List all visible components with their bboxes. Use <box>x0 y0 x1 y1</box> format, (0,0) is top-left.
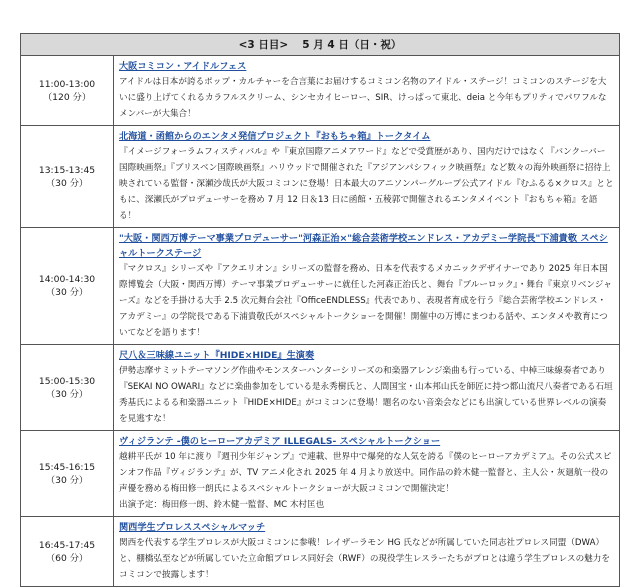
time-cell <box>21 56 114 126</box>
event-duration: （30 分） <box>45 287 89 298</box>
description-cell <box>114 431 620 517</box>
event-description: 関西を代表する学生プロレスが大阪コミコンに参戦！レイザーラモン HG 氏などが所属していた同志社プロレス同盟（DWA）と、棚橋弘至などが所属していた立命館プロレス同好会（RWF）の現役学生レスラーたちがプロとは違う学生プロレスの魅力をコミコンで披露します！ <box>119 538 610 580</box>
time-cell <box>21 228 114 345</box>
event-title[interactable]: ヴィジランテ -僕のヒーローアカデミア ILLEGALS- スペシャルトークショー <box>119 436 441 447</box>
event-duration: （120 分） <box>42 91 92 103</box>
schedule-table <box>20 33 620 587</box>
event-description: 『イメージフォーラムフィスティバル』や『東京国際アニメアワード』などで受賞歴があり、国内だけではなく『バンクーバー国際映画祭』『ブリスベン国際映画祭』ハリウッドで開催された『アジアンパシフィック映画祭』など数々の海外映画祭に招待上映されている監督・深瀬沙哉氏が大阪コミコンに登場！日本最大のアニソンパーグループ公式アイドル『むふるる×クロス』とともに、深瀬氏がプロデューサーを務め 7 月 12 日＆13 日に函館・五稜郭で開催されるエンタメイベント『おもちゃ箱』を語る！ <box>119 147 614 221</box>
table-row <box>21 126 620 228</box>
event-cast: 出演予定：梅田修一朗、鈴木健一監督、MC 木村匡也 <box>119 500 325 510</box>
day-header: <3 日目> 5 月 4 日（日・祝） <box>21 34 620 56</box>
event-description: 越耕平氏が 10 年に渡り『週刊少年ジャンプ』で連載、世界中で爆発的な人気を誇る『僕のヒーローアカデミア』。その公式スピンオフ作品『ヴィジランテ』が、TV アニメ化され 2025 年 4 月より放送中。同作品の鈴木健一監督と、主人公・灰廻航一役の声優を務める梅田修一朗氏によるスペシャルトークショーが大阪コミコンで開催決定！ <box>119 452 612 494</box>
event-duration: （60 分） <box>45 552 89 564</box>
event-description: アイドルは日本が誇るポップ・カルチャーを合言葉にお届けするコミコン名物のアイドル・ステージ！コミコンのステージを大いに盛り上げてくれるカラフルスクリーム、シンセカイヒーロー、SIR、けっぱって東北、deia と今年もプリティでパワフルなメンバーが大集合！ <box>119 77 607 119</box>
table-row <box>21 517 620 587</box>
time-cell <box>21 431 114 517</box>
event-time: 14:00-14:30 <box>38 274 96 285</box>
event-time: 16:45-17:45 <box>38 539 96 551</box>
event-time: 11:00-13:00 <box>38 78 96 90</box>
event-time: 15:45-16:15 <box>38 461 96 473</box>
table-row <box>21 56 620 126</box>
table-row <box>21 228 620 345</box>
event-time: 15:00-15:30 <box>38 375 96 387</box>
time-cell <box>21 517 114 587</box>
event-title[interactable]: 関西学生プロレススペシャルマッチ <box>119 522 266 533</box>
description-cell <box>114 56 620 126</box>
event-description: 『マクロス』シリーズや『アクエリオン』シリーズの監督を務め、日本を代表するメカニックデザイナーであり 2025 年日本国際博覧会（大阪・関西万博）テーマ事業プロデューサーに就任した河森正治氏と、舞台『ブルーロック』・舞台『東京リベンジャーズ』などを手掛ける大手 2.5 次元舞台会社『OfficeENDLESS』代表であり、表現者育成を行う『総合芸術学校エンドレス・アカデミー』の学院長である下浦貴敬氏がスペシャルトークショーを開催！開催中の万博にまつわる話や、エンタメや教育についてなどを語ります！ <box>119 264 612 338</box>
time-cell <box>21 126 114 228</box>
event-title[interactable]: 尺八＆三味線ユニット『HIDE×HIDE』生演奏 <box>119 350 315 361</box>
description-cell <box>114 228 620 345</box>
description-cell <box>114 126 620 228</box>
table-row <box>21 431 620 517</box>
event-duration: （30 分） <box>45 177 89 189</box>
description-cell <box>114 517 620 587</box>
event-title[interactable]: "大阪・関西万博テーマ事業プロデューサー"河森正治×"総合芸術学校エンドレス・アカデミー学院長"下浦貴敬 スペシャルトークステージ <box>119 233 608 259</box>
event-duration: （30 分） <box>45 474 89 486</box>
event-time: 13:15-13:45 <box>38 164 96 176</box>
event-title[interactable]: 大阪コミコン・アイドルフェス <box>119 61 247 72</box>
event-title[interactable]: 北海道・函館からのエンタメ発信プロジェクト『おもちゃ箱』トークタイム <box>119 131 431 142</box>
time-cell <box>21 345 114 431</box>
description-cell <box>114 345 620 431</box>
table-row <box>21 345 620 431</box>
event-duration: （30 分） <box>45 388 89 400</box>
event-description: 伊勢志摩サミットテーマソング作曲やモンスターハンターシリーズの和楽器アレンジ楽曲も行っている、中棹三味線奏者であり『SEKAI NO OWARI』などに楽曲参加をしている是永秀樹氏と、人間国宝・山本邦山氏を師匠に持つ都山流尺八奏者である石垣秀基氏によるる和楽器ユニット『HIDE×HIDE』がコミコンに登場！題名のない音楽会などにも出演している世界レベルの演奏を見逃すな！ <box>119 366 613 424</box>
schedule-header-row <box>21 34 620 56</box>
